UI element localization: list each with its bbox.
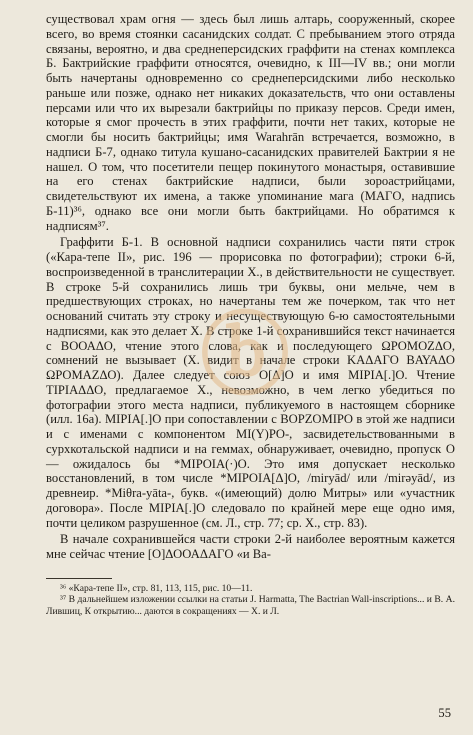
paragraph-1: существовал храм огня — здесь был лишь алтарь, сооруженный, скорее всего, во время стоянки сасанидских солдат. С пребыванием этого отряда связаны, вероятно, и два среднеперсидских граффити на стенах комплекса Б. Бактрийские граффити относятся, очевидно, к III—IV вв.; они могли быть начертаны одновременно со среднеперсидскими либо несколько раньше или позже, однако нет никаких доказательств, что они оставлены персами или что их вырезали бактрийцы по приказу персов. Среди имен, которые я смог прочесть в этих граффити, почти нет таких, которые не смогли бы носить бактрийцы; имя Warahrān встречается, возможно, в надписи Б-7, однако титула кушано-сасанидских правителей Бактрии я не нашел. О том, что посетители пещер покинутого монастыря, оставившие на его стенах бактрийские надписи, были зороастрийцами, свидетельствуют их имена, а также упоминание мага (ΜΑΓΟ, надпись Б-11)³⁶, однако все они могли быть бактрийцами. Но обратимся к надписям³⁷.: [46, 12, 455, 233]
paragraph-3: В начале сохранившейся части строки 2-й наиболее вероятным кажется мне сейчас чтение [Ο]ΔΟΟΑΔΑΓΟ «и Ва-: [46, 532, 455, 561]
paragraph-2: Граффити Б-1. В основной надписи сохранились части пяти строк («Кара-тепе II», рис. 196 — прорисовка по фотографии); строки 6-й, воспроизведенной в транслитерации Х., в действительности не существует. В строке 5-й сохранились лишь три буквы, они мельче, чем в предшествующих строках, но начертаны тем же почерком, так что нет оснований считать эту строку и несуществующую 6-ю самостоятельными надписями, как это делает Х. В строке 1-й сохранившийся текст начинается с ΒΟΟΑΔΟ, чтение этого слова, как и последующего ΩΡΟΜΟΖΔΟ, сомнений не вызывает (Х. видит в начале строки ΚΑΔΑΓΟ ΒΑΥΑΔΟ ΩΡΟΜΑΖΔΟ). Далее следует союз Ο[Δ]Ο и имя ΜΙΡΙΑ[.]Ο. Чтение ΤΙΡΙΑΔΔΟ, предлагаемое Х., невозможно, в чем легко убедиться по фотографии этого места надписи, публикуемого в настоящем сборнике (илл. 16а). ΜΙΡΙΑ[.]Ο при сопоставлении с ΒΟΡΖΟΜΙΡΟ в этой же надписи и с именами с компонентом ΜΙ(Υ)ΡΟ-, засвидетельствованными в сурхкотальской надписи и на геммах, обнаруживает, очевидно, пропуск Ο — ожидалось бы *ΜΙΡΟΙΑ(·)Ο. Это имя допускает несколько восстановлений, в том числе *ΜΙΡΟΙΑ[Δ]Ο, /miryād/ или /mirəyād/, из древнеир. *Miθra-yāta-, букв. «(имеющий) долю Митры» или «участник договора». После ΜΙΡΙΑ[.]Ο следовало по крайней мере еще одно имя, почти целиком разрушенное (см. Л., стр. 77; ср. Х., стр. 83).: [46, 235, 455, 530]
footnote-separator: [46, 578, 112, 579]
library-stamp-watermark: ⓑ: [200, 302, 290, 408]
page-number: 55: [438, 706, 451, 720]
footnote-36: ³⁶ «Кара-тепе II», стр. 81, 113, 115, рис. 10—11.: [60, 582, 253, 594]
footnote-37: ³⁷ В дальнейшем изложении ссылки на статьи J. Harmatta, The Bactrian Wall-inscriptions... и В. А. Лившиц, К открытию... даются в сокращениях — Х. и Л.: [46, 594, 455, 617]
